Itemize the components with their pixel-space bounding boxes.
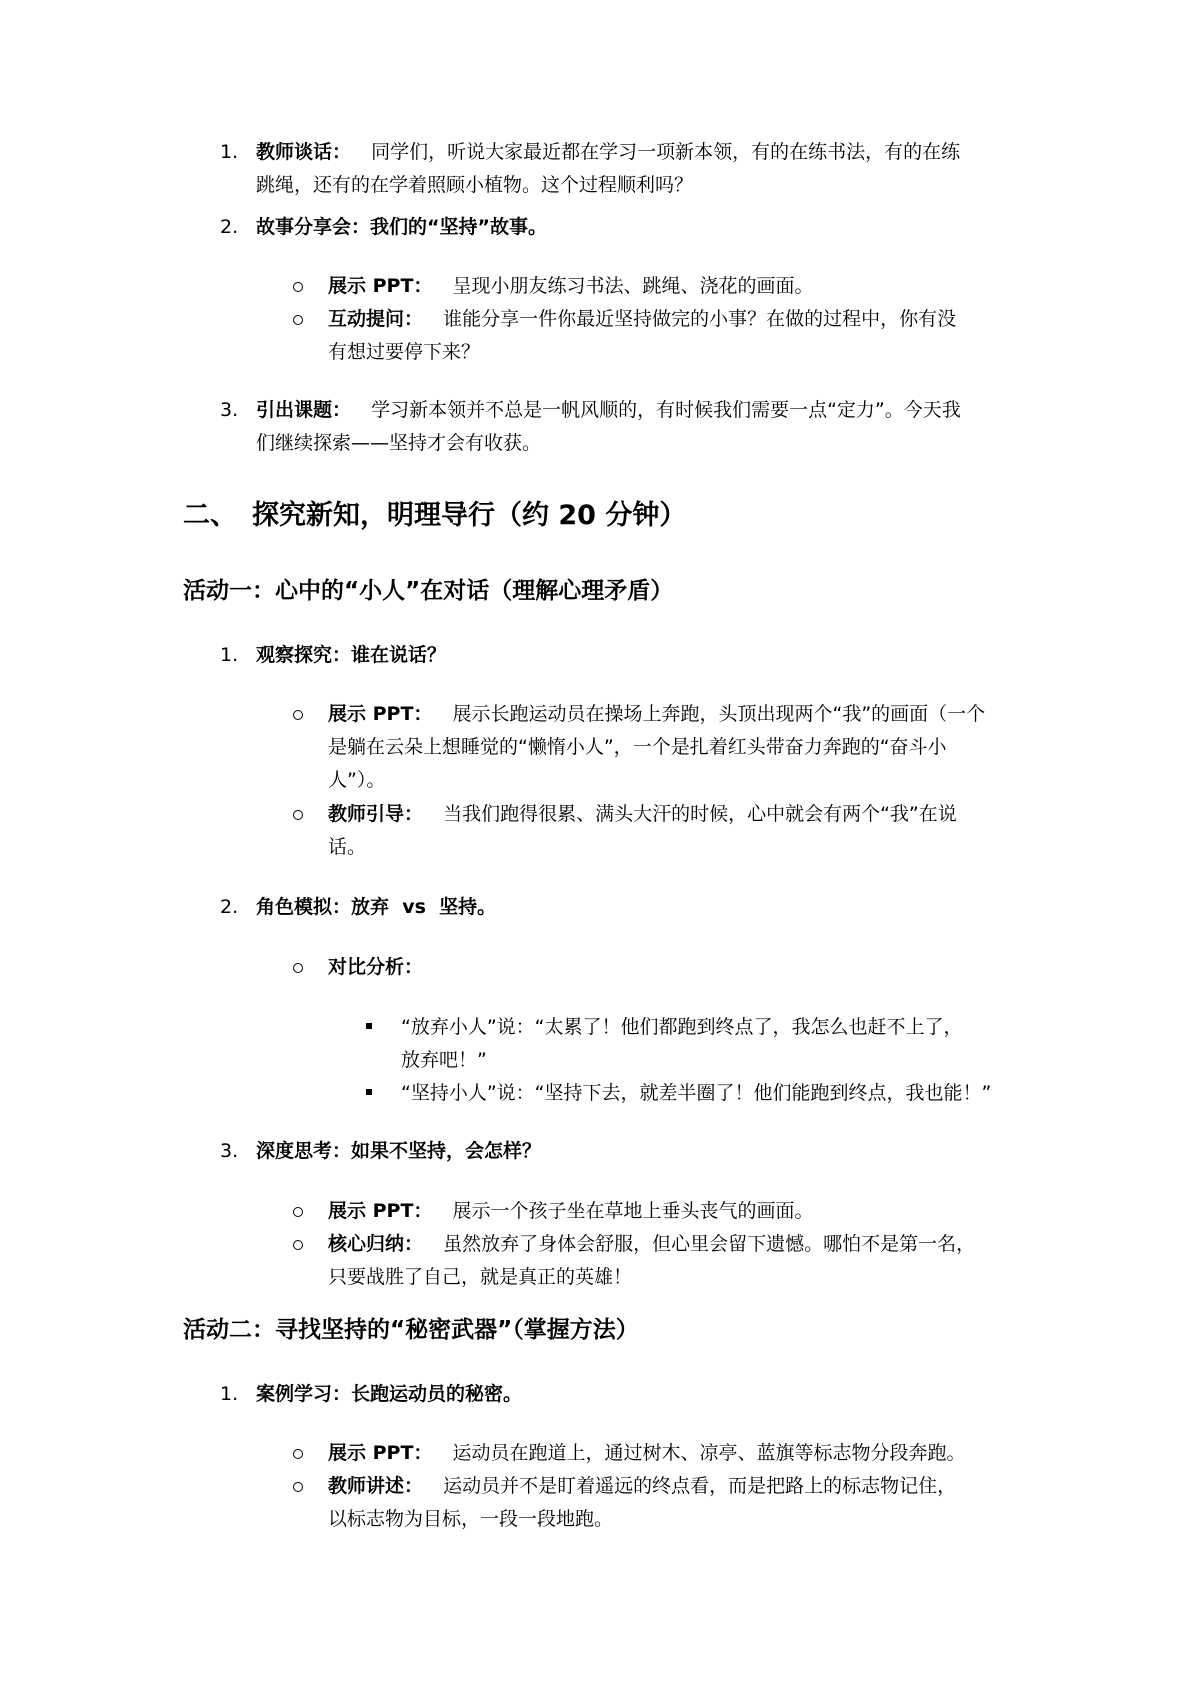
- list-number: 1.: [220, 644, 239, 666]
- list-number: 2.: [220, 216, 239, 238]
- circle-bullet-icon: [293, 1207, 303, 1217]
- sub-list-item: [328, 1470, 956, 1503]
- item-text: 运动员在跑道上，通过树木、凉亭、蓝旗等标志物分段奔跑。: [452, 1442, 966, 1464]
- list-item: 角色模拟：放弃 vs 坚持。: [256, 896, 497, 918]
- item-label: 展示 PPT：: [328, 703, 433, 725]
- circle-bullet-icon: [293, 282, 303, 292]
- item-continuation: 只要战胜了自己，就是真正的英雄！: [328, 1266, 633, 1288]
- list-item: 深度思考：如果不坚持，会怎样？: [256, 1140, 542, 1162]
- item-continuation: 有想过要停下来？: [328, 341, 481, 363]
- item-continuation: 跳绳，还有的在学着照顾小植物。这个过程顺利吗？: [256, 174, 694, 196]
- list-item: 故事分享会：我们的“坚持”故事。: [256, 216, 547, 238]
- list-number: 1.: [220, 141, 239, 163]
- sub-list-item: [328, 1195, 814, 1228]
- item-continuation: 以标志物为目标，一段一段地跑。: [328, 1508, 614, 1530]
- item-text: 谁能分享一件你最近坚持做完的小事？在做的过程中，你有没: [443, 308, 957, 330]
- list-item: 案例学习：长跑运动员的秘密。: [256, 1383, 523, 1405]
- item-text: 同学们，听说大家最近都在学习一项新本领，有的在练书法，有的在练: [371, 141, 961, 163]
- circle-bullet-icon: [293, 1449, 303, 1459]
- sub-list-item: [328, 1437, 966, 1470]
- item-text: 运动员并不是盯着遥远的终点看，而是把路上的标志物记住，: [443, 1475, 957, 1497]
- bullet-item: “坚持小人”说：“坚持下去，就差半圈了！他们能跑到终点，我也能！”: [401, 1082, 992, 1104]
- item-continuation: 话。: [328, 836, 367, 858]
- item-text: 学习新本领并不总是一帆风顺的，有时候我们需要一点“定力”。今天我: [371, 399, 961, 421]
- circle-bullet-icon: [293, 1240, 303, 1250]
- item-text: 呈现小朋友练习书法、跳绳、浇花的画面。: [452, 275, 814, 297]
- square-bullet-icon: [366, 1089, 372, 1095]
- item-continuation: 们继续探索——坚持才会有收获。: [256, 432, 542, 454]
- item-label: 互动提问：: [328, 308, 424, 330]
- item-label: 核心归纳：: [328, 1233, 424, 1255]
- sub-list-item: [328, 270, 814, 303]
- circle-bullet-icon: [293, 710, 303, 720]
- section-title: 探究新知，明理导行（约 20 分钟）: [252, 500, 687, 531]
- item-text: 展示长跑运动员在操场上奔跑，头顶出现两个“我”的画面（一个: [452, 703, 986, 725]
- item-text: 虽然放弃了身体会舒服，但心里会留下遗憾。哪怕不是第一名，: [443, 1233, 976, 1255]
- section-number: 二、: [183, 500, 237, 531]
- item-text: 展示一个孩子坐在草地上垂头丧气的画面。: [452, 1200, 814, 1222]
- item-label: 展示 PPT：: [328, 1442, 433, 1464]
- activity-title: 活动一：心中的“小人”在对话（理解心理矛盾）: [183, 578, 674, 604]
- item-label: 教师谈话：: [256, 141, 352, 163]
- item-continuation: 放弃吧！”: [401, 1049, 487, 1071]
- sub-list-item: [328, 698, 985, 731]
- sub-list-item: 对比分析：: [328, 956, 424, 978]
- circle-bullet-icon: [293, 315, 303, 325]
- item-label: 教师讲述：: [328, 1475, 424, 1497]
- list-number: 2.: [220, 896, 239, 918]
- item-text: 当我们跑得很累、满头大汗的时候，心中就会有两个“我”在说: [443, 803, 957, 825]
- item-label: 展示 PPT：: [328, 275, 433, 297]
- sub-list-item: [328, 798, 957, 831]
- bullet-item: “放弃小人”说：“太累了！他们都跑到终点了，我怎么也赶不上了，: [401, 1016, 963, 1038]
- circle-bullet-icon: [293, 963, 303, 973]
- list-number: 3.: [220, 1140, 239, 1162]
- circle-bullet-icon: [293, 810, 303, 820]
- list-number: 1.: [220, 1383, 239, 1405]
- item-label: 引出课题：: [256, 399, 352, 421]
- item-label: 教师引导：: [328, 803, 424, 825]
- item-continuation: 人”）。: [328, 769, 386, 791]
- square-bullet-icon: [366, 1023, 372, 1029]
- list-item: [256, 136, 960, 169]
- activity-title: 活动二：寻找坚持的“秘密武器”（掌握方法）: [183, 1317, 639, 1343]
- list-item: [256, 394, 961, 427]
- list-item: 观察探究：谁在说话？: [256, 644, 447, 666]
- list-number: 3.: [220, 399, 239, 421]
- item-continuation: 是躺在云朵上想睡觉的“懒惰小人”，一个是扎着红头带奋力奔跑的“奋斗小: [328, 736, 947, 758]
- sub-list-item: [328, 1228, 975, 1261]
- item-label: 展示 PPT：: [328, 1200, 433, 1222]
- sub-list-item: [328, 303, 956, 336]
- circle-bullet-icon: [293, 1482, 303, 1492]
